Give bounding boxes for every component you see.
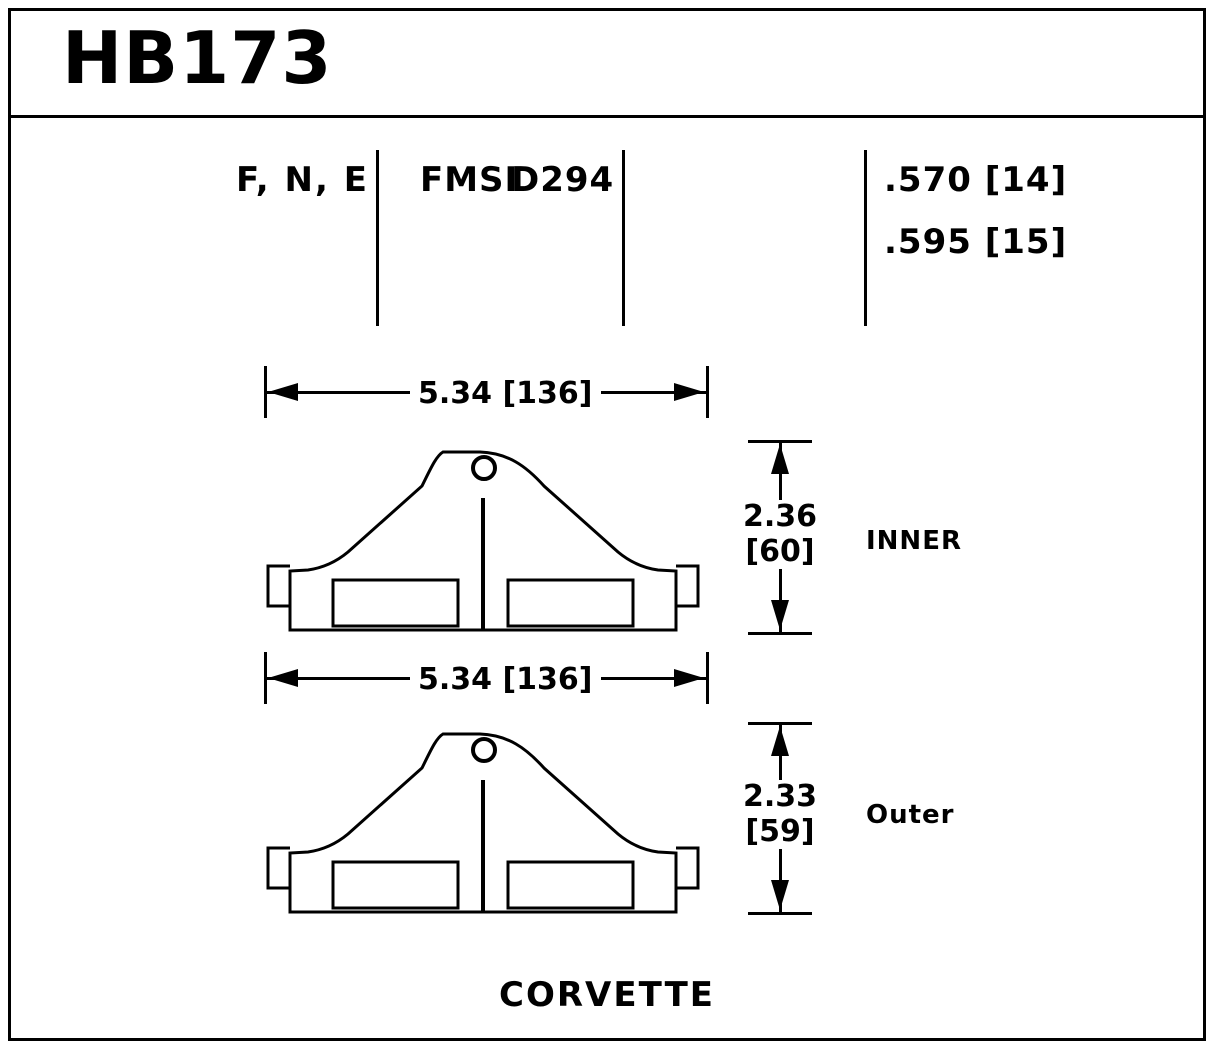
outer-width-arrow-left-icon [268, 669, 298, 687]
outer-height-label [724, 780, 836, 849]
thickness-value-inner: .570 [14] [884, 160, 1068, 200]
inner-brake-pad-drawing [258, 440, 708, 640]
outer-side-label: Outer [866, 800, 955, 830]
compound-codes: F, N, E [236, 160, 369, 200]
inner-side-label: INNER [866, 526, 962, 556]
outer-height-extension-bottom [748, 912, 812, 915]
frame-left-border [8, 8, 11, 1041]
inner-height-label-inches: 2.36 [742, 499, 818, 534]
frame-top-border [8, 8, 1206, 11]
info-divider-1 [376, 150, 379, 326]
frame-bottom-border [8, 1038, 1206, 1041]
outer-height-label-mm: [59] [745, 813, 815, 849]
thickness-value-outer: .595 [15] [884, 222, 1068, 262]
fmsi-label: FMSI [420, 160, 519, 200]
inner-width-arrow-left-icon [268, 383, 298, 401]
frame-right-border [1203, 8, 1206, 1041]
fmsi-value: D294 [511, 160, 615, 200]
inner-height-label [724, 500, 836, 569]
outer-width-extension-right [706, 652, 709, 704]
page-title: HB173 [62, 16, 333, 100]
outer-width-label: 5.34 [136] [410, 662, 601, 697]
info-divider-2 [622, 150, 625, 326]
inner-width-label: 5.34 [136] [410, 376, 601, 411]
outer-width-arrow-right-icon [674, 669, 704, 687]
outer-height-arrow-up-icon [771, 726, 789, 756]
outer-brake-pad-drawing [258, 722, 708, 922]
inner-height-extension-bottom [748, 632, 812, 635]
inner-width-extension-right [706, 366, 709, 418]
inner-height-label-mm: [60] [745, 533, 815, 569]
vehicle-application-label: CORVETTE [499, 975, 715, 1015]
outer-height-label-inches: 2.33 [742, 779, 818, 814]
inner-height-arrow-up-icon [771, 444, 789, 474]
info-divider-3 [864, 150, 867, 326]
outer-height-arrow-down-icon [771, 880, 789, 910]
inner-height-arrow-down-icon [771, 600, 789, 630]
inner-width-arrow-right-icon [674, 383, 704, 401]
header-separator [8, 115, 1206, 118]
